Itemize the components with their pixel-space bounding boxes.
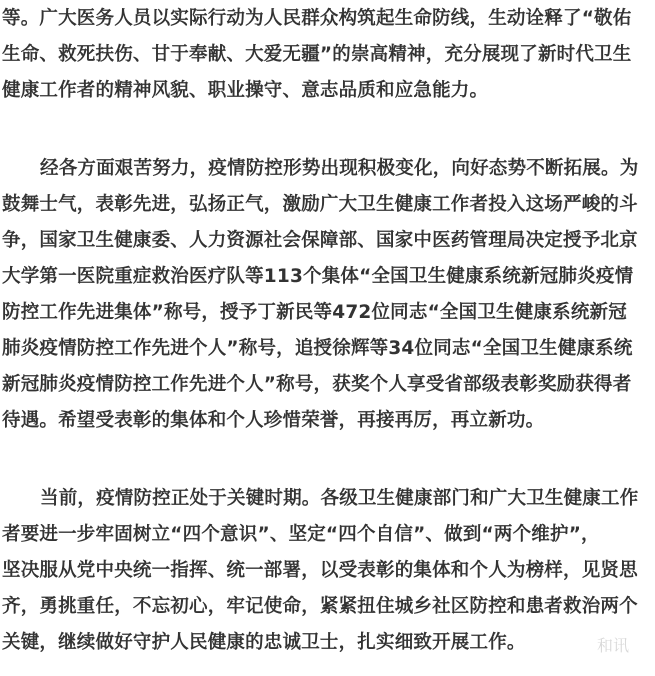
paragraph-3-line-4: 齐，勇挑重任，不忘初心，牢记使命，紧紧扭住城乡社区防控和患者救治两个 <box>2 596 638 617</box>
paragraph-3-line-3: 坚决服从党中央统一指挥、统一部署，以受表彰的集体和个人为榜样，见贤思 <box>2 560 638 581</box>
paragraph-2-line-4: 大学第一医院重症救治医疗队等113个集体“全国卫生健康系统新冠肺炎疫情 <box>2 266 634 287</box>
paragraph-2-line-3: 争，国家卫生健康委、人力资源社会保障部、国家中医药管理局决定授予北京 <box>2 230 638 251</box>
watermark: 和讯 <box>596 636 629 655</box>
paragraph-2-line-1: 经各方面艰苦努力，疫情防控形势出现积极变化，向好态势不断拓展。为 <box>40 158 639 179</box>
paragraph-3-line-2: 者要进一步牢固树立“四个意识”、坚定“四个自信”、做到“两个维护”， <box>2 524 600 545</box>
paragraph-2-line-7: 新冠肺炎疫情防控工作先进个人”称号，获奖个人享受省部级表彰奖励获得者 <box>2 374 632 395</box>
paragraph-1-line-3: 健康工作者的精神风貌、职业操守、意志品质和应急能力。 <box>2 80 489 101</box>
paragraph-3-line-1: 当前，疫情防控正处于关键时期。各级卫生健康部门和广大卫生健康工作 <box>40 488 639 509</box>
paragraph-2-line-8: 待遇。希望受表彰的集体和个人珍惜荣誉，再接再厉，再立新功。 <box>2 410 545 431</box>
paragraph-3-line-5: 关键，继续做好守护人民健康的忠诚卫士，扎实细致开展工作。 <box>2 632 526 653</box>
paragraph-2-line-6: 肺炎疫情防控工作先进个人”称号，追授徐辉等34位同志“全国卫生健康系统 <box>2 338 633 359</box>
paragraph-1-line-1: 等。广大医务人员以实际行动为人民群众构筑起生命防线，生动诠释了“敬佑 <box>2 8 632 29</box>
paragraph-2-line-2: 鼓舞士气，表彰先进，弘扬正气，激励广大卫生健康工作者投入这场严峻的斗 <box>2 194 638 215</box>
paragraph-2-line-5: 防控工作先进集体”称号，授予丁新民等472位同志“全国卫生健康系统新冠 <box>2 302 627 323</box>
paragraph-1-line-2: 生命、救死扶伤、甘于奉献、大爱无疆”的崇高精神，充分展现了新时代卫生 <box>2 44 632 65</box>
